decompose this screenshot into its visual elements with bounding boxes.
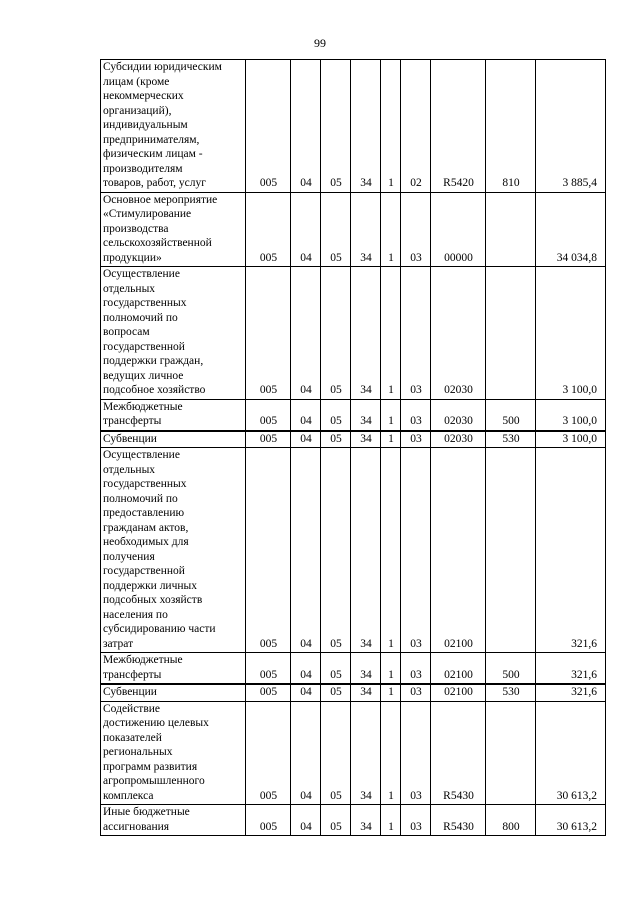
program-code-cell: 34 [351, 701, 381, 805]
item-name-cell: Осуществление отдельных государственных полномочий по вопросам государственной поддержки граждан, ведущих личное подсобное хозяйство [101, 267, 246, 400]
expense-type-cell: 530 [486, 684, 536, 701]
table-row [101, 192, 606, 267]
program-code-cell: 34 [351, 431, 381, 448]
program-code-cell: 34 [351, 399, 381, 431]
item-name-cell: Иные бюджетные ассигнования [101, 805, 246, 836]
ministry-code-cell: 005 [246, 805, 291, 836]
subsection-code-cell: 05 [321, 192, 351, 267]
direction-code-cell: 02030 [431, 399, 486, 431]
table-row [101, 653, 606, 685]
direction-code-cell: 02030 [431, 267, 486, 400]
amount-cell: 30 613,2 [536, 701, 606, 805]
section-code-cell: 04 [291, 805, 321, 836]
amount-cell: 321,6 [536, 448, 606, 653]
ministry-code-cell: 005 [246, 701, 291, 805]
ministry-code-cell: 005 [246, 653, 291, 685]
direction-code-cell: R5430 [431, 805, 486, 836]
subsection-code-cell: 05 [321, 701, 351, 805]
amount-cell: 321,6 [536, 653, 606, 685]
subprogram-code-cell: 1 [381, 60, 401, 193]
program-code-cell: 34 [351, 684, 381, 701]
program-code-cell: 34 [351, 267, 381, 400]
expense-type-cell [486, 192, 536, 267]
section-code-cell: 04 [291, 448, 321, 653]
subprogram-code-cell: 1 [381, 431, 401, 448]
amount-cell: 3 100,0 [536, 431, 606, 448]
event-code-cell: 02 [401, 60, 431, 193]
ministry-code-cell: 005 [246, 431, 291, 448]
amount-cell: 30 613,2 [536, 805, 606, 836]
subprogram-code-cell: 1 [381, 448, 401, 653]
table-row [101, 684, 606, 701]
table-row [101, 399, 606, 431]
item-name-cell: Межбюджетные трансферты [101, 399, 246, 431]
table-row [101, 60, 606, 193]
item-name-cell: Субсидии юридическим лицам (кроме некоммерческих организаций), индивидуальным предпринимателям, физическим лицам - производителям товаров, работ, услуг [101, 60, 246, 193]
subsection-code-cell: 05 [321, 399, 351, 431]
expense-type-cell [486, 448, 536, 653]
direction-code-cell: R5430 [431, 701, 486, 805]
subsection-code-cell: 05 [321, 267, 351, 400]
amount-cell: 3 100,0 [536, 399, 606, 431]
event-code-cell: 03 [401, 192, 431, 267]
event-code-cell: 03 [401, 399, 431, 431]
event-code-cell: 03 [401, 701, 431, 805]
section-code-cell: 04 [291, 399, 321, 431]
ministry-code-cell: 005 [246, 684, 291, 701]
section-code-cell: 04 [291, 431, 321, 448]
expense-type-cell [486, 267, 536, 400]
subsection-code-cell: 05 [321, 684, 351, 701]
direction-code-cell: 02030 [431, 431, 486, 448]
expense-type-cell: 810 [486, 60, 536, 193]
subprogram-code-cell: 1 [381, 399, 401, 431]
program-code-cell: 34 [351, 448, 381, 653]
item-name-cell: Осуществление отдельных государственных полномочий по предоставлению гражданам актов, необходимых для получения государственной поддержки личных подсобных хозяйств населения по субсидированию части затрат [101, 448, 246, 653]
event-code-cell: 03 [401, 448, 431, 653]
item-name-cell: Основное мероприятие «Стимулирование производства сельскохозяйственной продукции» [101, 192, 246, 267]
subsection-code-cell: 05 [321, 805, 351, 836]
subsection-code-cell: 05 [321, 60, 351, 193]
amount-cell: 3 100,0 [536, 267, 606, 400]
table-row [101, 267, 606, 400]
section-code-cell: 04 [291, 192, 321, 267]
direction-code-cell: 02100 [431, 653, 486, 685]
subprogram-code-cell: 1 [381, 684, 401, 701]
ministry-code-cell: 005 [246, 192, 291, 267]
direction-code-cell: 00000 [431, 192, 486, 267]
page-number: 99 [314, 36, 326, 50]
expense-type-cell [486, 701, 536, 805]
table-row [101, 431, 606, 448]
event-code-cell: 03 [401, 684, 431, 701]
table-row [101, 805, 606, 836]
section-code-cell: 04 [291, 60, 321, 193]
direction-code-cell: 02100 [431, 684, 486, 701]
table-row [101, 448, 606, 653]
subprogram-code-cell: 1 [381, 267, 401, 400]
event-code-cell: 03 [401, 653, 431, 685]
item-name-cell: Субвенции [101, 431, 246, 448]
subprogram-code-cell: 1 [381, 701, 401, 805]
subsection-code-cell: 05 [321, 431, 351, 448]
subprogram-code-cell: 1 [381, 192, 401, 267]
subprogram-code-cell: 1 [381, 805, 401, 836]
budget-table [100, 59, 606, 836]
amount-cell: 3 885,4 [536, 60, 606, 193]
expense-type-cell: 530 [486, 431, 536, 448]
program-code-cell: 34 [351, 192, 381, 267]
subprogram-code-cell: 1 [381, 653, 401, 685]
program-code-cell: 34 [351, 60, 381, 193]
program-code-cell: 34 [351, 653, 381, 685]
event-code-cell: 03 [401, 267, 431, 400]
expense-type-cell: 500 [486, 399, 536, 431]
item-name-cell: Содействие достижению целевых показателей региональных программ развития агропромышленного комплекса [101, 701, 246, 805]
amount-cell: 34 034,8 [536, 192, 606, 267]
event-code-cell: 03 [401, 431, 431, 448]
section-code-cell: 04 [291, 267, 321, 400]
section-code-cell: 04 [291, 653, 321, 685]
program-code-cell: 34 [351, 805, 381, 836]
ministry-code-cell: 005 [246, 399, 291, 431]
direction-code-cell: 02100 [431, 448, 486, 653]
expense-type-cell: 800 [486, 805, 536, 836]
ministry-code-cell: 005 [246, 267, 291, 400]
event-code-cell: 03 [401, 805, 431, 836]
item-name-cell: Межбюджетные трансферты [101, 653, 246, 685]
section-code-cell: 04 [291, 701, 321, 805]
item-name-cell: Субвенции [101, 684, 246, 701]
subsection-code-cell: 05 [321, 653, 351, 685]
section-code-cell: 04 [291, 684, 321, 701]
ministry-code-cell: 005 [246, 60, 291, 193]
table-row [101, 701, 606, 805]
ministry-code-cell: 005 [246, 448, 291, 653]
expense-type-cell: 500 [486, 653, 536, 685]
subsection-code-cell: 05 [321, 448, 351, 653]
amount-cell: 321,6 [536, 684, 606, 701]
direction-code-cell: R5420 [431, 60, 486, 193]
